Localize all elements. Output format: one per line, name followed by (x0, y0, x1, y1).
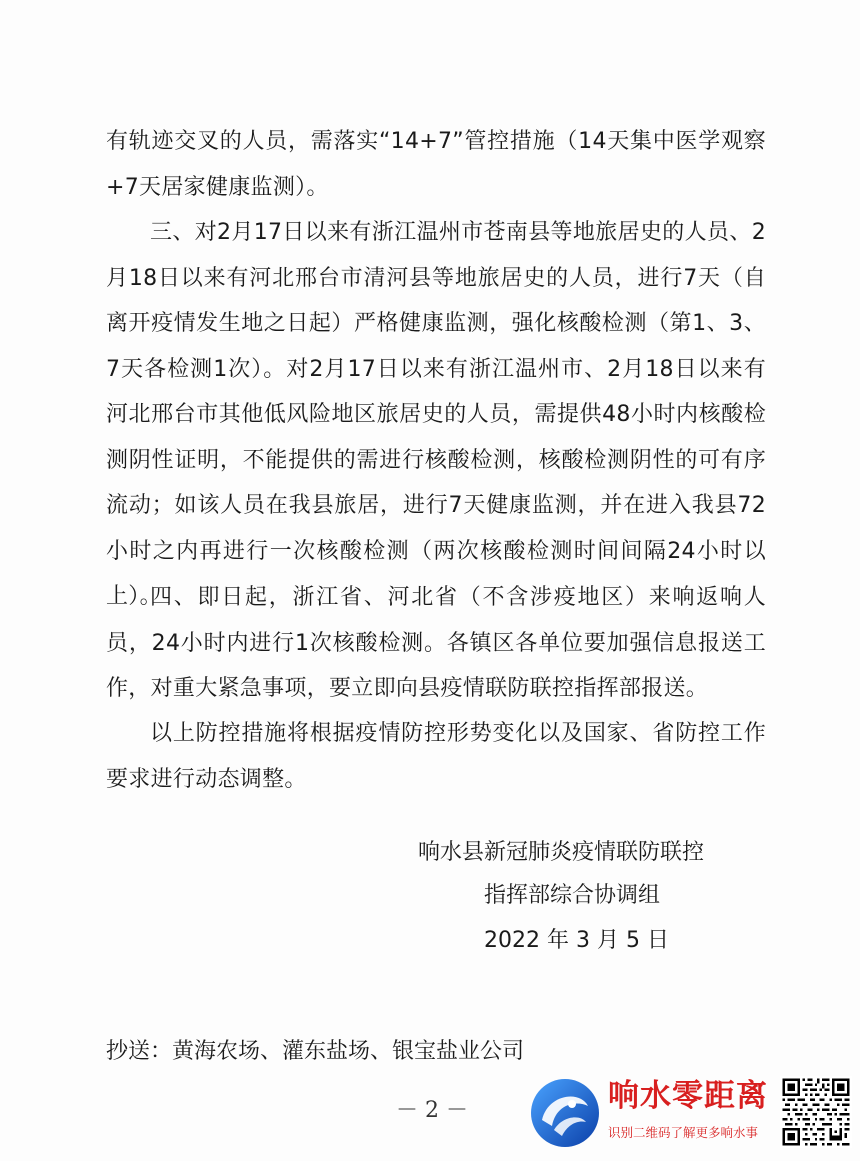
swirl-logo-icon (528, 1076, 602, 1150)
signature-date: 2022 年 3 月 5 日 (484, 928, 669, 953)
paragraph-continued: 有轨迹交叉的人员，需落实“14+7”管控措施（14天集中医学观察+7天居家健康监测）。 (106, 129, 766, 200)
signature-org-line1: 响水县新冠肺炎疫情联防联控 (418, 840, 705, 865)
qr-code-icon (780, 1076, 852, 1148)
cc-line: 抄送：黄海农场、灌东盐场、银宝盐业公司 (106, 1039, 525, 1064)
paragraph-closing: 以上防控措施将根据疫情防控形势变化以及国家、省防控工作要求进行动态调整。 (106, 721, 766, 792)
signature-org-line2: 指挥部综合协调组 (484, 883, 661, 908)
watermark-subtitle: 识别二维码了解更多响水事 (608, 1125, 759, 1140)
watermark-title: 响水零距离 (608, 1078, 768, 1114)
paragraph-item-four: 四、即日起，浙江省、河北省（不含涉疫地区）来响返响人员，24小时内进行1次核酸检测。各镇区各单位要加强信息报送工作，对重大紧急事项，要立即向县疫情联防联控指挥部报送。 (106, 585, 766, 701)
paragraph-item-three: 三、对2月17日以来有浙江温州市苍南县等地旅居史的人员、2月18日以来有河北邢台市清河县等地旅居史的人员，进行7天（自离开疫情发生地之日起）严格健康监测，强化核酸检测（第1、3、7天各检测1次）。对2月17日以来有浙江温州市、2月18日以来有河北邢台市其他低风险地区旅居史的人员，需提供48小时内核酸检测阴性证明，不能提供的需进行核酸检测，核酸检测阴性的可有序流动；如该人员在我县旅居，进行7天健康监测，并在进入我县72小时之内再进行一次核酸检测（两次核酸检测时间间隔24小时以上）。 (106, 220, 766, 609)
page-number: － 2 － (396, 1098, 468, 1123)
watermark-banner (528, 1072, 854, 1154)
